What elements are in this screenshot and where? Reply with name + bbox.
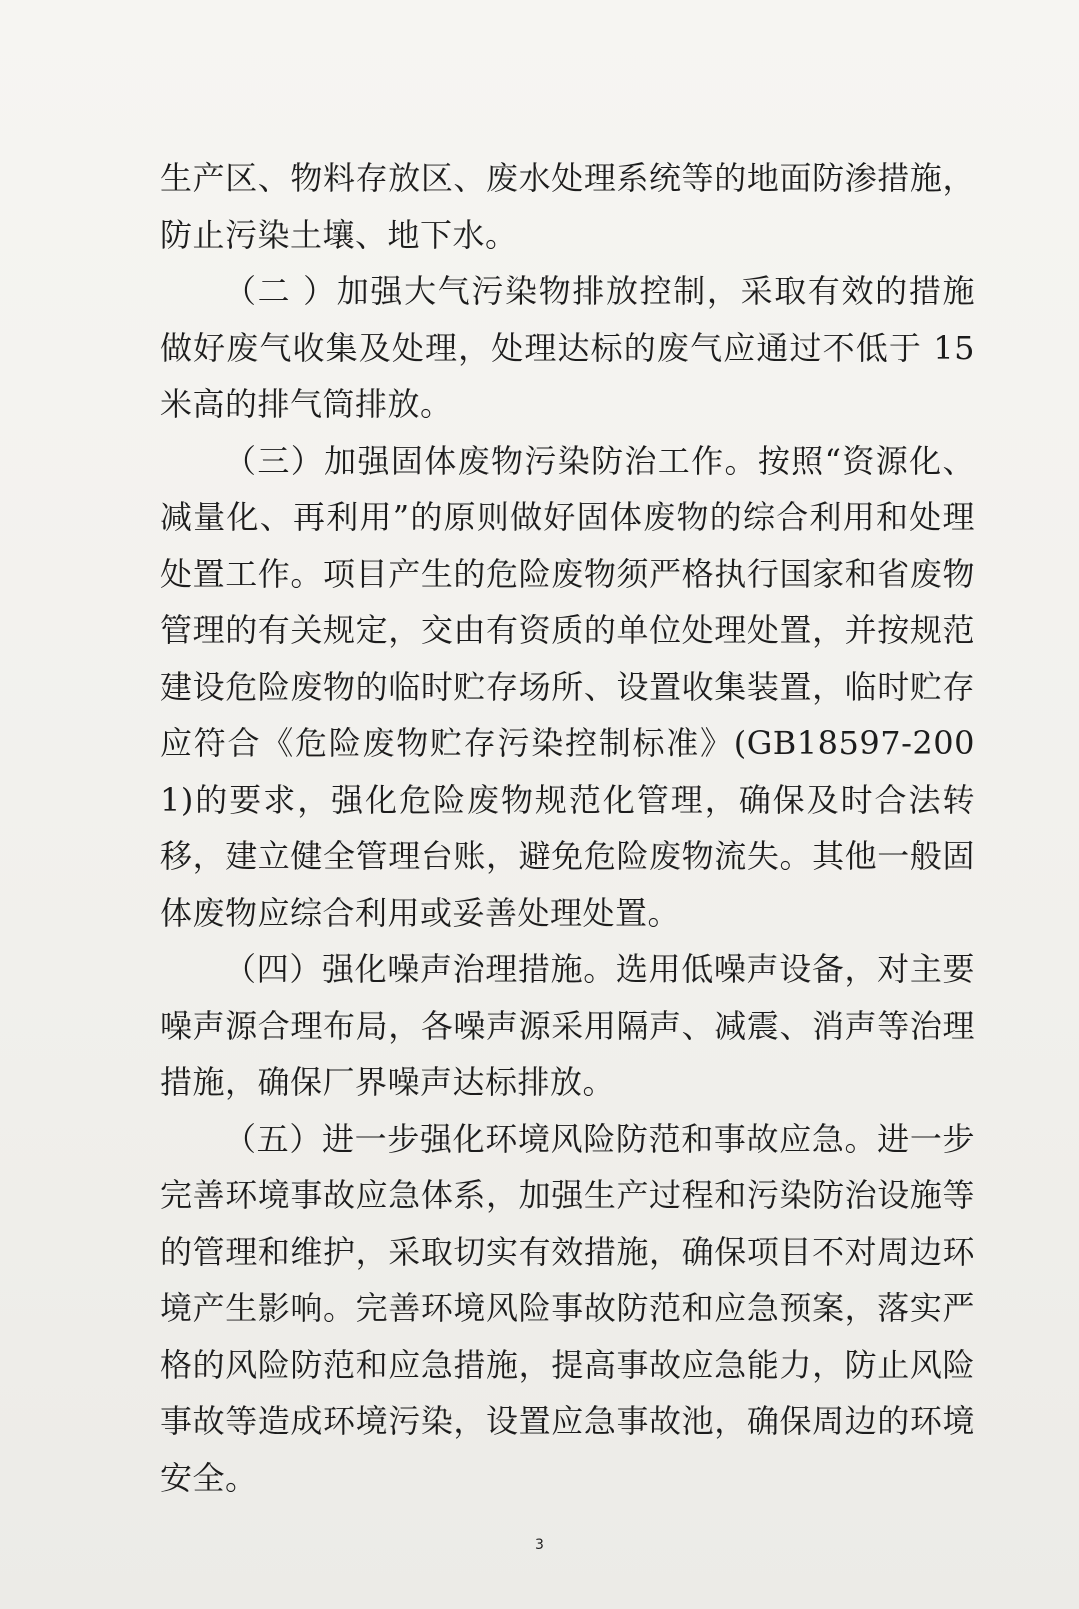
paragraph-air-pollution: （二 ）加强大气污染物排放控制，采取有效的措施做好废气收集及处理，处理达标的废气应通过不低于 15 米高的排气筒排放。 (160, 272, 975, 423)
document-body (160, 150, 975, 1506)
paragraph-solid-waste: （三）加强固体废物污染防治工作。按照“资源化、减量化、再利用”的原则做好固体废物的综合利用和处理处置工作。项目产生的危险废物须严格执行国家和省废物管理的有关规定，交由有资质的单位处理处置，并按规范建设危险废物的临时贮存场所、设置收集装置，临时贮存应符合《危险废物贮存污染控制标准》(GB18597-2001)的要求，强化危险废物规范化管理，确保及时合法转移，建立健全管理台账，避免危险废物流失。其他一般固体废物应综合利用或妥善处理处置。 (160, 441, 975, 932)
paragraph-continuation: 生产区、物料存放区、废水处理系统等的地面防渗措施，防止污染土壤、地下水。 (160, 159, 975, 254)
paragraph-noise: （四）强化噪声治理措施。选用低噪声设备，对主要噪声源合理布局，各噪声源采用隔声、减震、消声等治理措施，确保厂界噪声达标排放。 (160, 950, 975, 1101)
page-number: 3 (535, 1537, 544, 1553)
paragraph-environmental-risk: （五）进一步强化环境风险防范和事故应急。进一步完善环境事故应急体系，加强生产过程和污染防治设施等的管理和维护，采取切实有效措施，确保项目不对周边环境产生影响。完善环境风险事故防范和应急预案，落实严格的风险防范和应急措施，提高事故应急能力，防止风险事故等造成环境污染，设置应急事故池，确保周边的环境安全。 (160, 1119, 975, 1497)
